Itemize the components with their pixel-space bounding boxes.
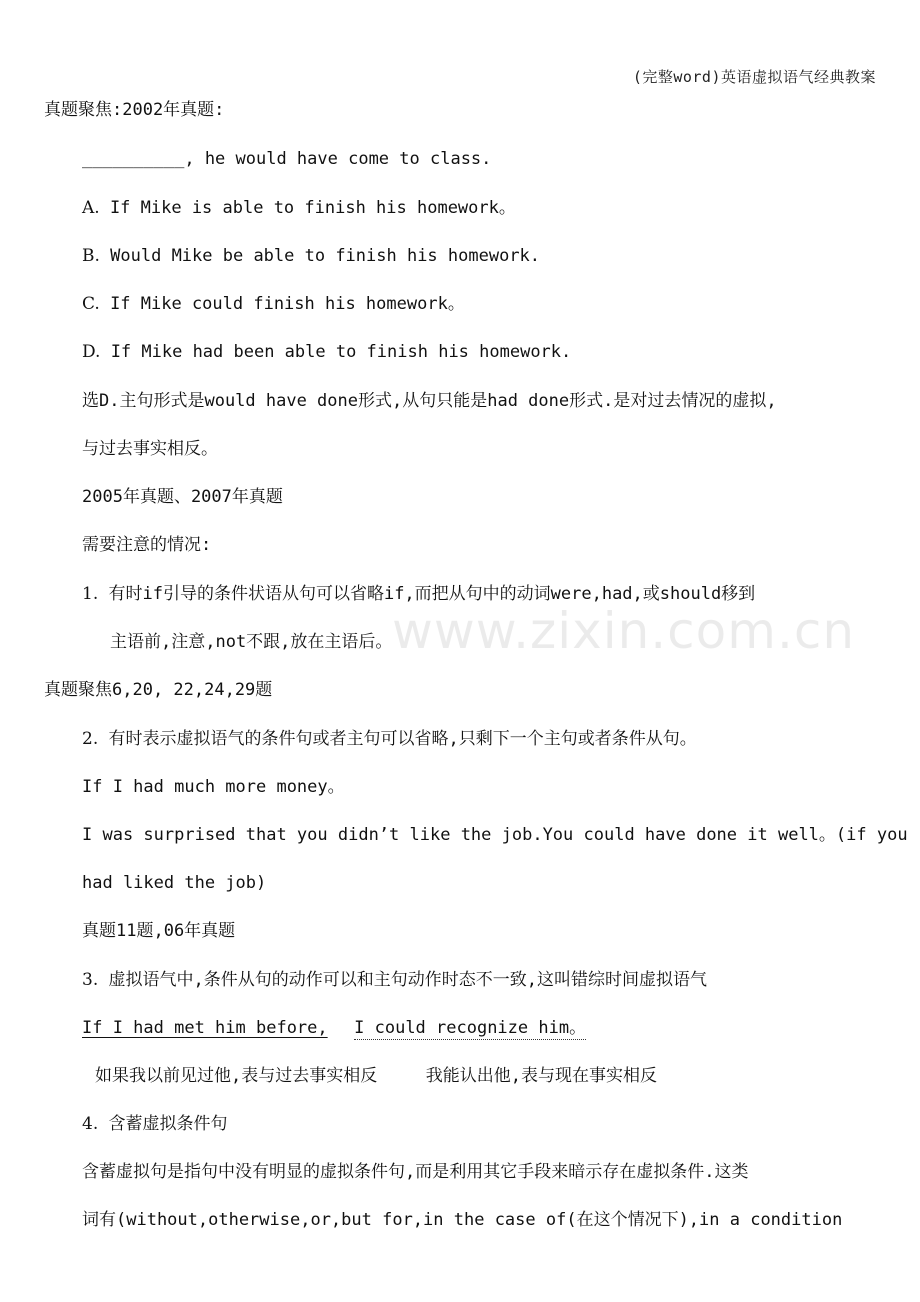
translation-main: 我能认出他,表与现在事实相反 bbox=[425, 1066, 657, 1086]
exam-reference: 2005年真题、2007年真题 bbox=[82, 487, 283, 507]
note-4-text: 含蓄虚拟条件句 bbox=[108, 1114, 228, 1134]
note-1-cont: 主语前,注意,not不跟,放在主语后。 bbox=[110, 632, 393, 652]
note-2 bbox=[82, 727, 697, 751]
answer-explanation-cont: 与过去事实相反。 bbox=[82, 439, 218, 459]
mixed-time-example bbox=[82, 1016, 586, 1040]
option-b bbox=[82, 244, 540, 268]
question-stem: __________, he would have come to class. bbox=[82, 149, 492, 169]
watermark: www.zixin.com.cn bbox=[392, 602, 856, 660]
option-d-letter: D. bbox=[82, 342, 101, 362]
exam-reference: 真题聚焦6,20, 22,24,29题 bbox=[44, 680, 273, 700]
option-c-letter: C. bbox=[82, 294, 100, 314]
note-3 bbox=[82, 968, 707, 992]
option-d-text: If Mike had been able to finish his homework. bbox=[110, 342, 572, 362]
note-1 bbox=[82, 582, 755, 606]
option-b-text: Would Mike be able to finish his homework. bbox=[110, 246, 541, 266]
note-1-text: 有时if引导的条件状语从句可以省略if,而把从句中的动词were,had,或should移到 bbox=[108, 584, 756, 604]
note-3-text: 虚拟语气中,条件从句的动作可以和主句动作时态不一致,这叫错综时间虚拟语气 bbox=[108, 970, 707, 990]
example-sentence: I was surprised that you didn’t like the job.You could have done it well。(if you bbox=[82, 825, 908, 845]
example-condition-clause: If I had met him before, bbox=[82, 1018, 328, 1038]
note-2-text: 有时表示虚拟语气的条件句或者主句可以省略,只剩下一个主句或者条件从句。 bbox=[108, 729, 697, 749]
example-sentence: If I had much more money。 bbox=[82, 777, 345, 797]
exam-reference: 真题11题,06年真题 bbox=[82, 921, 236, 941]
option-a-text: If Mike is able to finish his homework。 bbox=[109, 198, 516, 218]
option-c bbox=[82, 292, 465, 316]
example-translation bbox=[95, 1064, 657, 1088]
option-a bbox=[82, 196, 516, 220]
notes-heading: 需要注意的情况: bbox=[82, 535, 212, 555]
example-main-clause: I could recognize him。 bbox=[354, 1018, 587, 1038]
note-4 bbox=[82, 1112, 227, 1136]
note-4-body-cont: 词有(without,otherwise,or,but for,in the case of(在这个情况下),in a condition bbox=[82, 1210, 843, 1230]
option-b-letter: B. bbox=[82, 246, 100, 266]
section-heading: 真题聚焦:2002年真题: bbox=[44, 100, 225, 120]
note-1-number: 1. bbox=[82, 584, 99, 604]
answer-explanation: 选D.主句形式是would have done形式,从句只能是had done形式.是对过去情况的虚拟, bbox=[82, 391, 777, 411]
note-4-number: 4. bbox=[82, 1114, 99, 1134]
document-header: (完整word)英语虚拟语气经典教案 bbox=[632, 68, 876, 86]
option-d bbox=[82, 340, 571, 364]
option-a-letter: A. bbox=[82, 198, 100, 218]
note-3-number: 3. bbox=[82, 970, 99, 990]
example-sentence-cont: had liked the job) bbox=[82, 873, 267, 893]
translation-condition: 如果我以前见过他,表与过去事实相反 bbox=[95, 1066, 378, 1086]
option-c-text: If Mike could finish his homework。 bbox=[110, 294, 465, 314]
note-2-number: 2. bbox=[82, 729, 99, 749]
note-4-body: 含蓄虚拟句是指句中没有明显的虚拟条件句,而是利用其它手段来暗示存在虚拟条件.这类 bbox=[82, 1162, 749, 1182]
